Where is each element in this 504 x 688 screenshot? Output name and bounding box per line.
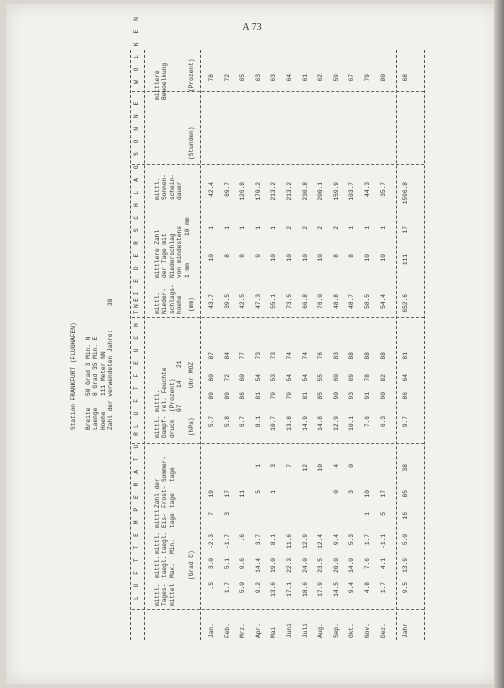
table-cell-dampfdruck: 14.9: [301, 416, 309, 431]
table-cell-sonne: 159.9: [332, 182, 340, 201]
table-cell-f14: 69: [348, 374, 356, 382]
column-header-line: 21: [176, 360, 184, 368]
column-header-line: [154, 361, 161, 368]
table-cell-ns1: 10: [379, 254, 387, 262]
binding-edge: [494, 0, 504, 688]
table-cell-tagesmittel: 1.7: [223, 582, 231, 594]
table-cell-frosttage: 3: [348, 490, 356, 494]
table-cell-sonne: 69.7: [223, 182, 231, 197]
column-header-line: [176, 217, 183, 236]
table-cell-sonne: 103.7: [348, 182, 356, 201]
table-cell-sonne: 44.3: [364, 182, 371, 197]
table-cell-bewoelkung: 79: [364, 74, 371, 82]
month-label: Aug.: [317, 623, 325, 638]
unit-mm: (mm): [188, 297, 195, 312]
page-number: A 73: [242, 22, 262, 33]
column-header-line: Bewoelkung: [161, 62, 169, 100]
column-header-line: mittl.: [154, 177, 161, 200]
station-title: Station FRANKFURT (FLUGHAFEN): [70, 322, 77, 430]
column-header-line: mittl.: [154, 291, 161, 314]
table-cell-f14: 60: [332, 374, 340, 382]
table-cell-f07: 86: [239, 392, 247, 400]
column-header-line: Max.: [168, 563, 176, 578]
table-cell-ns10: 1: [254, 226, 262, 230]
table-cell-ns1: 10: [208, 254, 215, 262]
table-cell-ns1: 10: [270, 254, 278, 262]
table-cell-ns1: 111: [402, 254, 409, 266]
table-cell-min: 5.0: [402, 534, 409, 546]
column-header-sonne: [154, 174, 184, 200]
month-label: Apr.: [254, 623, 262, 638]
table-cell-ns10: 1: [223, 226, 231, 230]
table-cell-niederschlag: 66.8: [301, 294, 309, 309]
table-cell-f14: 53: [270, 374, 278, 382]
table-cell-f21: 88: [379, 352, 387, 360]
table-cell-bewoelkung: 64: [286, 74, 293, 82]
table-cell-frosttage: 1: [270, 490, 278, 494]
month-label: Dez.: [379, 623, 387, 638]
table-cell-ns10: 1: [348, 226, 356, 230]
table-cell-sonne: 126.8: [239, 182, 247, 201]
table-cell-f21: 83: [332, 352, 340, 360]
column-header-line: mittl.: [154, 583, 161, 606]
table-cell-niederschlag: 54.4: [379, 294, 387, 309]
column-header-line: [154, 381, 161, 388]
column-header-line: tage: [168, 467, 176, 482]
table-cell-niederschlag: 55.1: [270, 294, 278, 309]
table-cell-sonne: 213.2: [286, 182, 293, 201]
column-header-line: mittl.: [154, 389, 161, 412]
table-cell-f21: 73: [254, 352, 262, 360]
table-cell-f07: 81: [301, 392, 309, 400]
years-value: 30: [106, 298, 114, 306]
table-cell-dampfdruck: 14.8: [317, 416, 325, 431]
table-cell-f07: 93: [348, 392, 356, 400]
table-cell-min: 8.1: [270, 534, 278, 546]
group-sonne: S O N N E: [133, 99, 140, 156]
table-cell-tagesmittel: .5: [208, 582, 215, 590]
table-cell-f14: 80: [208, 374, 215, 382]
table-cell-sonne: 170.2: [254, 182, 262, 201]
table-cell-f14: 54: [301, 374, 309, 382]
table-cell-f07: 86: [402, 392, 409, 400]
month-label: Jan.: [208, 623, 215, 638]
table-cell-tagesmittel: 9.2: [254, 582, 262, 594]
table-cell-min: -2.3: [208, 534, 215, 549]
divider-line: [132, 91, 424, 92]
column-header-line: von mindestens: [176, 226, 184, 278]
table-cell-niederschlag: 42.5: [239, 294, 247, 309]
table-cell-f14: 54: [286, 374, 293, 382]
table-cell-niederschlag: 58.5: [364, 294, 371, 309]
table-cell-niederschlag: 76.0: [317, 294, 325, 309]
table-cell-f21: 74: [286, 352, 293, 360]
table-cell-bewoelkung: 62: [317, 74, 325, 82]
column-header-line: mittlere: [154, 70, 161, 100]
table-cell-frosttage: 0: [332, 490, 340, 494]
column-header-tagesmittel: [154, 584, 176, 606]
table-cell-f21: 87: [208, 352, 215, 360]
table-cell-dampfdruck: 10.1: [348, 416, 356, 431]
table-cell-max: 9.6: [239, 558, 247, 570]
table-cell-ns1: 10: [364, 254, 371, 262]
table-cell-f14: 82: [379, 374, 387, 382]
table-cell-f07: 85: [317, 392, 325, 400]
column-header-f21: [154, 361, 184, 368]
column-header-line: [161, 361, 168, 368]
table-cell-frosttage: 19: [208, 490, 215, 498]
years-label: Zahl der verwendeten Jahre:: [106, 329, 114, 430]
table-cell-ns1: 10: [301, 254, 309, 262]
table-cell-min: 12.4: [317, 534, 325, 549]
laenge-value: 8 Grad 35 Min. E: [92, 336, 100, 396]
divider-line: [132, 609, 424, 610]
table-cell-bewoelkung: 67: [348, 74, 356, 82]
column-header-line: Eis-: [161, 513, 169, 528]
month-label: Mai: [270, 626, 278, 638]
table-cell-tagesmittel: 9.4: [348, 582, 356, 594]
group-wolken: W O L K E N: [133, 14, 140, 84]
table-cell-min: 5.3: [348, 534, 356, 546]
table-cell-ns1: 8: [239, 254, 247, 258]
column-header-line: Dampf-: [161, 415, 169, 438]
top-rule: [130, 50, 131, 640]
table-cell-niederschlag: 47.3: [254, 294, 262, 309]
table-cell-sonne: 35.7: [379, 182, 387, 197]
hoehe-value: 111 Meter NN: [99, 351, 107, 396]
month-label: Okt.: [348, 623, 356, 638]
unit-prozent: (Prozent): [188, 58, 195, 92]
table-cell-ns10: 1: [239, 226, 247, 230]
table-cell-min: .6: [239, 534, 247, 542]
table-cell-f07: 91: [364, 392, 371, 400]
table-cell-frosttage: 11: [239, 490, 247, 498]
month-label: Nov.: [364, 623, 371, 638]
group-lufttemperatur: L U F T T E M P E R A T U R: [133, 429, 140, 600]
table-cell-ns10: 1: [364, 226, 371, 230]
table-cell-f07: 89: [223, 392, 231, 400]
table-cell-niederschlag: 48.7: [348, 294, 356, 309]
table-cell-f14: 64: [402, 374, 409, 382]
month-label: Juli: [301, 623, 309, 638]
column-header-line: 14: [176, 380, 184, 388]
table-cell-bewoelkung: 63: [270, 74, 278, 82]
table-cell-niederschlag: 73.5: [286, 294, 293, 309]
table-cell-tagesmittel: 9.5: [402, 582, 409, 594]
table-cell-f07: 79: [286, 392, 293, 400]
bottom-rule: [424, 50, 425, 640]
laenge-label: Laenge: [92, 407, 100, 430]
column-header-line: Niederschlag: [168, 233, 176, 278]
table-cell-min: 9.4: [332, 534, 340, 546]
table-cell-tagesmittel: 4.8: [364, 582, 371, 594]
table-cell-ns1: 10: [286, 254, 293, 262]
column-header-line: druck: [168, 419, 176, 438]
table-cell-niederschlag: 652.6: [402, 294, 409, 313]
table-cell-dampfdruck: 5.7: [208, 416, 215, 428]
column-header-line: dauer: [176, 181, 184, 200]
table-cell-dampfdruck: 6.3: [379, 416, 387, 428]
column-header-line: 07: [176, 404, 184, 412]
column-header-max: [154, 556, 176, 578]
column-header-line: 1 mm: [183, 263, 191, 278]
table-cell-frosttage: 85: [402, 490, 409, 498]
table-cell-ns10: 1: [270, 226, 278, 230]
table-cell-f21: 77: [239, 352, 247, 360]
column-header-line: mittl.: [154, 555, 161, 578]
table-cell-dampfdruck: 13.8: [286, 416, 293, 431]
table-cell-f07: 81: [254, 392, 262, 400]
table-cell-sommertage: 7: [286, 464, 293, 468]
column-header-line: Zahl der: [154, 478, 161, 508]
column-header-line: 10 mm: [183, 217, 191, 236]
table-cell-bewoelkung: 78: [208, 74, 215, 82]
divider-line: [132, 164, 424, 165]
table-cell-f21: 88: [364, 352, 371, 360]
column-header-line: mittlere Zahl: [154, 229, 161, 278]
column-header-sommertage: [154, 456, 176, 482]
column-header-niederschlag: [154, 284, 184, 314]
column-header-line: Frost-: [161, 485, 169, 508]
column-header-line: [169, 381, 176, 388]
table-cell-max: 23.5: [317, 558, 325, 573]
table-cell-sonne: 200.1: [317, 182, 325, 201]
table-cell-sommertage: 12: [301, 464, 309, 472]
table-cell-max: 20.0: [332, 558, 340, 573]
table-cell-dampfdruck: 12.9: [332, 416, 340, 431]
divider-line: [132, 443, 424, 444]
table-cell-min: 11.6: [286, 534, 293, 549]
column-header-line: [154, 456, 161, 482]
table-cell-sommertage: 10: [317, 464, 325, 472]
table-cell-max: 14.0: [348, 558, 356, 573]
column-header-line: hoehe: [176, 295, 184, 314]
table-cell-eistage: 1: [364, 512, 371, 516]
table-cell-eistage: 16: [402, 512, 409, 520]
table-cell-f14: 60: [239, 374, 247, 382]
column-header-line: [169, 217, 176, 236]
column-header-frosttage: [154, 478, 176, 508]
column-header-eistage: [154, 506, 176, 528]
table-cell-bewoelkung: 80: [379, 74, 387, 82]
table-cell-ns10: 17: [402, 226, 409, 234]
year-rule: [396, 50, 397, 640]
table-cell-tagesmittel: 14.5: [332, 582, 340, 597]
table-cell-ns10: 1: [208, 226, 215, 230]
table-cell-ns1: 8: [348, 254, 356, 258]
table-cell-eistage: 3: [223, 512, 231, 516]
month-label: Mrz.: [239, 623, 247, 638]
column-header-ns10: [154, 217, 191, 236]
month-label: Juni: [286, 623, 293, 638]
column-header-line: tage: [168, 493, 176, 508]
column-header-f07: [154, 367, 184, 412]
table-cell-sonne: 213.2: [270, 182, 278, 201]
table-cell-eistage: 7: [208, 512, 215, 516]
table-cell-niederschlag: 48.8: [332, 294, 340, 309]
table-cell-dampfdruck: 10.7: [270, 416, 278, 431]
table-cell-ns10: 2: [332, 226, 340, 230]
table-cell-frosttage: 10: [364, 490, 371, 498]
column-header-line: mittl.: [154, 505, 161, 528]
table-cell-f14: 55: [317, 374, 325, 382]
table-cell-sommertage: 0: [348, 464, 356, 468]
table-cell-tagesmittel: 18.6: [301, 582, 309, 597]
column-header-line: taegl.: [161, 531, 169, 554]
table-cell-max: 4.1: [379, 558, 387, 570]
table-cell-ns10: 2: [301, 226, 309, 230]
table-cell-niederschlag: 39.5: [223, 294, 231, 309]
table-cell-f14: 54: [254, 374, 262, 382]
table-cell-frosttage: 17: [223, 490, 231, 498]
column-header-line: Sonnen-: [161, 174, 169, 200]
table-cell-max: 3.0: [208, 558, 215, 570]
column-header-line: mittl.: [154, 415, 161, 438]
column-header-min: [154, 532, 176, 554]
table-cell-min: 1.7: [364, 534, 371, 546]
table-cell-f07: 79: [270, 392, 278, 400]
table-cell-sommertage: 1: [254, 464, 262, 468]
table-cell-bewoelkung: 63: [254, 74, 262, 82]
table-cell-max: 5.1: [223, 558, 231, 570]
table-cell-f14: 78: [364, 374, 371, 382]
table-cell-min: -1.7: [223, 534, 231, 549]
table-cell-f21: 88: [348, 352, 356, 360]
table-cell-max: 19.0: [270, 558, 278, 573]
column-header-line: (Prozent): [168, 378, 176, 412]
unit-dampf: (hPa): [188, 417, 195, 436]
group-rule: [144, 50, 145, 640]
unit-uhr: Uhr MOZ: [188, 362, 195, 388]
breite-label: Breite: [84, 407, 92, 430]
table-cell-sommertage: 38: [402, 464, 409, 472]
table-cell-f14: 72: [223, 374, 231, 382]
table-cell-max: 24.0: [301, 558, 309, 573]
table-cell-sonne: 1596.8: [402, 182, 409, 205]
table-cell-tagesmittel: 17.9: [317, 582, 325, 597]
table-cell-sonne: 42.4: [208, 182, 215, 197]
table-cell-ns1: 8: [332, 254, 340, 258]
table-cell-dampfdruck: 9.7: [402, 416, 409, 428]
month-label: Jahr: [402, 623, 409, 638]
table-cell-bewoelkung: 72: [223, 74, 231, 82]
table-cell-sonne: 230.8: [301, 182, 309, 201]
divider-line: [132, 317, 424, 318]
column-header-line: [169, 361, 176, 368]
table-cell-tagesmittel: 17.1: [286, 582, 293, 597]
column-header-dampfdruck: [154, 416, 176, 438]
table-cell-niederschlag: 43.7: [208, 294, 215, 309]
column-header-line: [161, 217, 168, 236]
column-header-line: Tages-: [161, 583, 169, 606]
column-header-line: schlags-: [168, 284, 176, 314]
table-cell-tagesmittel: 1.7: [379, 582, 387, 594]
column-header-f14: [154, 381, 184, 388]
table-cell-dampfdruck: 8.1: [254, 416, 262, 428]
column-header-line: rel. Feuchte: [161, 367, 169, 412]
breite-value: 50 Grad 3 Min. N: [84, 336, 92, 396]
unit-temp: (Grad C): [188, 550, 195, 580]
column-header-line: der Tage mit: [161, 233, 169, 278]
table-cell-sommertage: 4: [332, 464, 340, 468]
header-rule: [200, 50, 201, 640]
table-cell-ns1: 9: [254, 254, 262, 258]
column-header-line: [161, 381, 168, 388]
table-cell-f07: 89: [208, 392, 215, 400]
column-header-line: Sommer-: [161, 456, 169, 482]
station-header: [70, 299, 114, 430]
column-header-line: tage: [168, 513, 176, 528]
table-cell-ns10: 2: [317, 226, 325, 230]
month-label: Sep.: [332, 623, 340, 638]
table-cell-ns10: 2: [286, 226, 293, 230]
column-header-bewoelkung: [154, 63, 169, 100]
table-cell-dampfdruck: 5.8: [223, 416, 231, 428]
unit-stunden: (Stunden): [188, 126, 195, 160]
table-cell-f21: 74: [301, 352, 309, 360]
column-header-line: Min.: [168, 539, 176, 554]
table-cell-f07: 90: [332, 392, 340, 400]
table-cell-min: 3.7: [254, 534, 262, 546]
group-luftfeuchte: L U F T F E U C H T E: [133, 295, 140, 428]
column-header-line: mittel: [168, 583, 176, 606]
table-cell-f21: 81: [402, 352, 409, 360]
table-cell-max: 14.4: [254, 558, 262, 573]
table-cell-tagesmittel: 13.6: [270, 582, 278, 597]
table-cell-f21: 76: [317, 352, 325, 360]
table-cell-frosttage: 17: [379, 490, 387, 498]
table-cell-max: 13.9: [402, 558, 409, 573]
table-cell-bewoelkung: 65: [239, 74, 247, 82]
table-cell-bewoelkung: 61: [301, 74, 309, 82]
hoehe-label: Hoehe: [99, 411, 107, 430]
month-label: Feb.: [223, 623, 231, 638]
table-cell-ns1: 10: [317, 254, 325, 262]
column-header-line: mittl.: [154, 531, 161, 554]
table-cell-f21: 84: [223, 352, 231, 360]
table-cell-f07: 90: [379, 392, 387, 400]
group-niederschlag: N I E D E R S C H L A G: [133, 162, 140, 308]
column-header-line: Nieder-: [161, 288, 169, 314]
table-cell-dampfdruck: 7.6: [364, 416, 371, 428]
table-cell-max: 7.6: [364, 558, 371, 570]
column-header-line: [154, 217, 161, 236]
table-cell-min: 12.9: [301, 534, 309, 549]
column-header-line: taegl.: [161, 555, 169, 578]
table-cell-ns10: 1: [379, 226, 387, 230]
table-cell-eistage: 5: [379, 512, 387, 516]
table-cell-min: -1.1: [379, 534, 387, 549]
table-cell-sommertage: 3: [270, 464, 278, 468]
table-cell-bewoelkung: 59: [332, 74, 340, 82]
table-cell-max: 22.3: [286, 558, 293, 573]
table-cell-f21: 73: [270, 352, 278, 360]
table-cell-tagesmittel: 5.0: [239, 582, 247, 594]
table-cell-ns1: 8: [223, 254, 231, 258]
column-header-line: schein-: [168, 174, 176, 200]
table-cell-dampfdruck: 6.7: [239, 416, 247, 428]
table-cell-bewoelkung: 68: [402, 74, 409, 82]
table-cell-frosttage: 5: [254, 490, 262, 494]
